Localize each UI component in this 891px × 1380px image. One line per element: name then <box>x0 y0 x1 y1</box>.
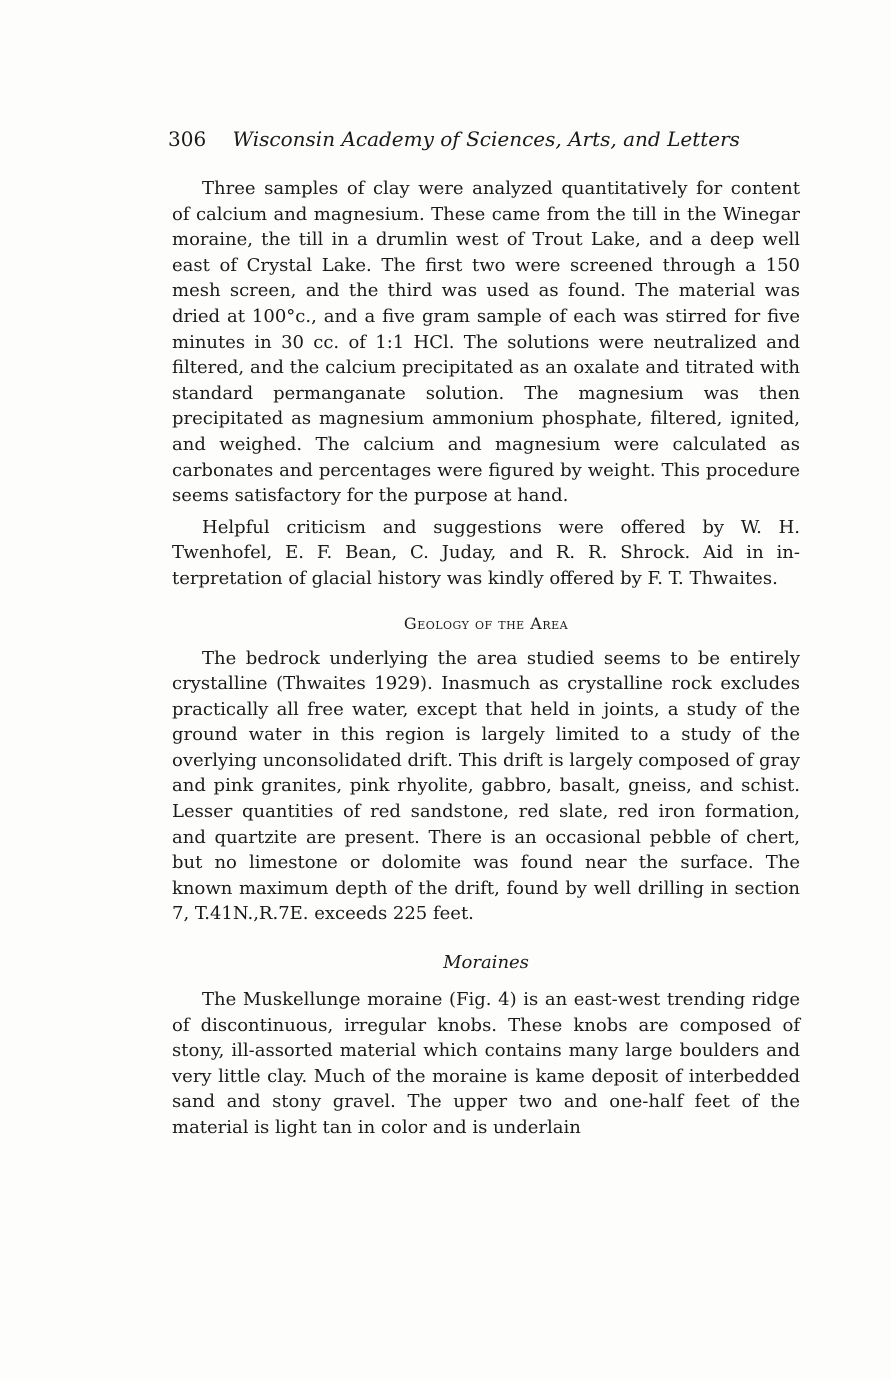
running-header <box>168 124 808 154</box>
body-text <box>172 176 800 1141</box>
section-heading-geology: Geology of the Area <box>403 613 569 633</box>
paragraph-acknowledgements: Helpful criticism and suggestions were offered by W. H. Twenhofel, E. F. Bean, C. Juday, and R. R. Shrock. Aid in interpretation of glacial history was kindly offered by F. T. Thwaites. <box>172 516 800 589</box>
paragraph-geology: The bedrock underlying the area studied seems to be entirely crystalline (Thwaites 1929). Inasmuch as crystalline rock excludes practically all free water, except that held in joints, a study of the ground water in this region is largely limited to a study of the overlying unconsolidated drift. This drift is largely composed of gray and pink granites, pink rhyolite, gabbro, basalt, gneiss, and schist. Lesser quantities of red sandstone, red slate, red iron formation, and quartzite are present. There is an occasional pebble of chert, but no limestone or dolomite was found near the surface. The known maximum depth of the drift, found by well drilling in section 7, T.41N.,R.7E. exceeds 225 feet. <box>172 647 800 925</box>
paragraph-clay-analysis: Three samples of clay were analyzed quantitatively for content of calcium and magnesium. These came from the till in the Winegar moraine, the till in a drumlin west of Trout Lake, and a deep well east of Crystal Lake. The first two were screened through a 150 mesh screen, and the third was used as found. The material was dried at 100°c., and a five gram sample of each was stirred for five minutes in 30 cc. of 1:1 HCl. The solutions were neutralized and filtered, and the calcium precipitated as an oxalate and titrated with standard permanganate solution. The magnesium was then precipitated as magnesium ammonium phosphate, filtered, ignited, and weighed. The calcium and magnesium were calculated as carbonates and percentages were figured by weight. This procedure seems satisfactory for the purpose at hand. <box>172 178 800 507</box>
section-heading-moraines: Moraines <box>443 952 529 974</box>
paragraph-moraines: The Muskellunge moraine (Fig. 4) is an east-west trending ridge of discontinuous, irregular knobs. These knobs are composed of stony, ill-assorted material which contains many large boulders and very little clay. Much of the moraine is kame deposit of interbedded sand and stony gravel. The upper two and one-half feet of the material is light tan in color and is underlain <box>172 989 800 1138</box>
journal-title: Wisconsin Academy of Sciences, Arts, and Letters <box>232 127 740 151</box>
page-number: 306 <box>168 127 207 151</box>
